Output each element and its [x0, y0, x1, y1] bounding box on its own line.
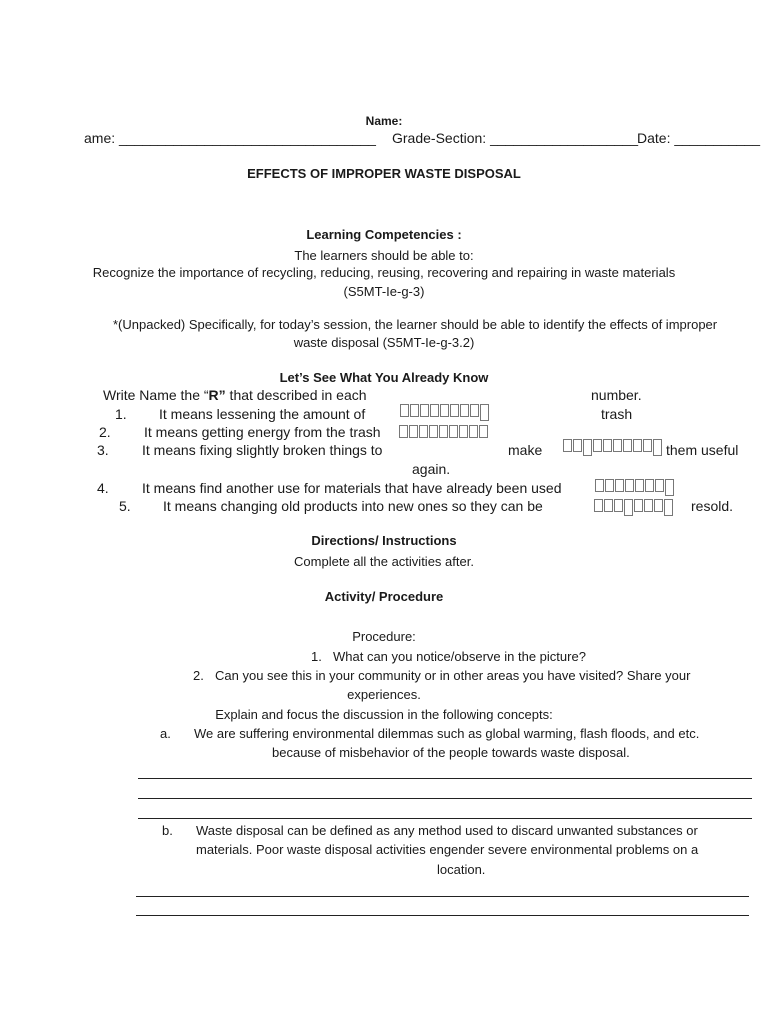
date-line [637, 130, 760, 146]
name-blank[interactable]: _________________________________ [119, 130, 376, 146]
instruction-r: R” [208, 387, 226, 403]
concept-a-line1: We are suffering environmental dilemmas such as global warming, flash floods, and etc. [194, 726, 700, 741]
concept-b-line3: location. [437, 862, 486, 877]
answer-line-b1[interactable] [136, 896, 749, 897]
know-instruction [103, 387, 367, 403]
concept-a-line2: because of misbehavior of the people towards waste disposal. [272, 745, 630, 760]
item-4-text: It means find another use for materials that have already been used [142, 480, 562, 496]
page-title: EFFECTS OF IMPROPER WASTE DISPOSAL [247, 166, 521, 181]
question-2-line2: experiences. [347, 687, 421, 702]
answer-boxes-2[interactable] [399, 425, 489, 438]
item-2-text: It means getting energy from the trash [144, 424, 381, 440]
answer-line-a3[interactable] [138, 818, 752, 819]
instruction-end: number. [591, 387, 642, 403]
answer-boxes-3[interactable] [563, 439, 663, 456]
answer-boxes-5[interactable] [594, 499, 674, 516]
instruction-post: that described in each [225, 387, 367, 403]
item-4-num: 4. [97, 480, 109, 496]
question-2-line1: Can you see this in your community or in other areas you have visited? Share your [215, 668, 691, 683]
competencies-intro: The learners should be able to: [294, 248, 474, 263]
date-label: Date: [637, 130, 671, 146]
item-3-text: It means fixing slightly broken things to [142, 442, 383, 458]
answer-line-b2[interactable] [136, 915, 749, 916]
item-3-mid: make [508, 442, 543, 458]
name-label: ame: [84, 130, 116, 146]
concept-b-line2: materials. Poor waste disposal activities engender severe environmental problems on a [196, 842, 699, 857]
competencies-code1: (S5MT-Ie-g-3) [343, 284, 425, 299]
date-blank[interactable]: ___________ [674, 130, 761, 146]
competencies-heading: Learning Competencies : [306, 227, 462, 242]
directions-heading: Directions/ Instructions [311, 533, 457, 548]
concept-b-label: b. [162, 823, 173, 838]
unpacked-line1: *(Unpacked) Specifically, for today’s session, the learner should be able to identify the effects of improper [113, 317, 718, 332]
procedure-label: Procedure: [352, 629, 416, 644]
answer-boxes-1[interactable] [400, 404, 490, 421]
question-2-num: 2. [193, 668, 204, 683]
item-3-tail: them useful [666, 442, 739, 458]
grade-blank[interactable]: ___________________ [490, 130, 638, 146]
grade-label: Grade-Section: [392, 130, 487, 146]
instruction-pre: Write Name the “ [103, 387, 209, 403]
item-3-wrap: again. [412, 461, 451, 477]
item-1-num: 1. [115, 406, 127, 422]
item-5-text: It means changing old products into new ones so they can be [163, 498, 543, 514]
item-3-num: 3. [97, 442, 109, 458]
item-5-num: 5. [119, 498, 131, 514]
activity-heading: Activity/ Procedure [324, 589, 444, 604]
item-1-text: It means lessening the amount of [159, 406, 366, 422]
directions-text: Complete all the activities after. [294, 554, 474, 569]
answer-line-a1[interactable] [138, 778, 752, 779]
question-1-num: 1. [311, 649, 322, 664]
name-heading: Name: [365, 114, 403, 128]
concept-a-label: a. [160, 726, 171, 741]
item-5-tail: resold. [691, 498, 734, 514]
know-heading: Let’s See What You Already Know [279, 370, 489, 385]
item-1-tail: trash [601, 406, 633, 422]
competencies-line1: Recognize the importance of recycling, reducing, reusing, recovering and repairing in waste materials [92, 265, 676, 280]
unpacked-line2: waste disposal (S5MT-Ie-g-3.2) [293, 335, 475, 350]
grade-line [392, 130, 638, 146]
answer-boxes-4[interactable] [595, 479, 675, 496]
item-2-num: 2. [99, 424, 111, 440]
explain-text: Explain and focus the discussion in the following concepts: [215, 707, 553, 722]
name-line [84, 130, 376, 146]
concept-b-line1: Waste disposal can be defined as any method used to discard unwanted substances or [196, 823, 698, 838]
question-1: What can you notice/observe in the picture? [333, 649, 586, 664]
answer-line-a2[interactable] [138, 798, 752, 799]
